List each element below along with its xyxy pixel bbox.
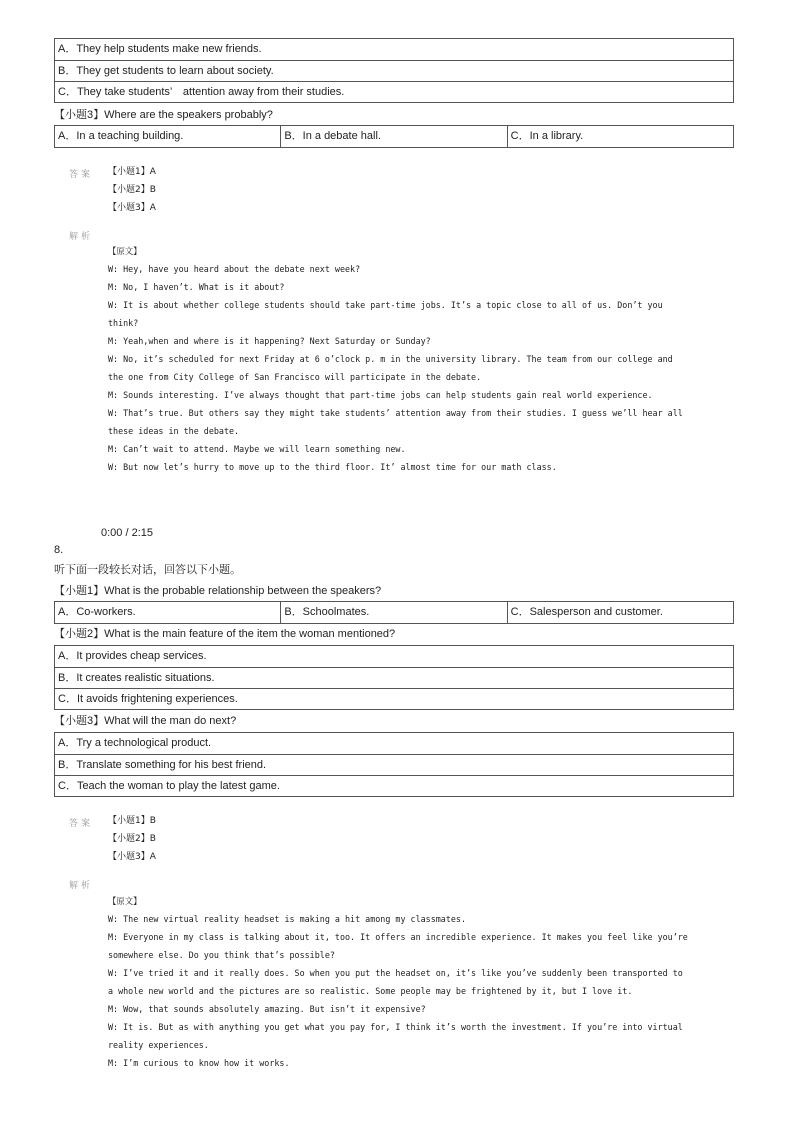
option-a: A．Try a technological product. xyxy=(58,737,212,749)
answer-1: 【小题1】B xyxy=(108,816,156,826)
question-1: 【小题1】What is the probable relationship between the speakers? xyxy=(54,585,382,597)
transcript-line: W: The new virtual reality headset is making a hit among my classmates. xyxy=(108,914,466,924)
analysis-label: 解析 xyxy=(69,880,94,890)
options-table-q3 xyxy=(54,732,734,797)
transcript-line: these ideas in the debate. xyxy=(108,426,240,436)
option-b: B．Schoolmates. xyxy=(280,602,506,623)
transcript-line: M: No, I haven’t. What is it about? xyxy=(108,282,285,292)
transcript xyxy=(108,892,733,1072)
answer-list xyxy=(108,163,156,217)
answer-3: 【小题3】A xyxy=(108,852,156,862)
option-c: C．Teach the woman to play the latest game. xyxy=(55,775,733,796)
question-3: 【小题3】What will the man do next? xyxy=(54,715,237,727)
transcript-line: W: I’ve tried it and it really does. So when you put the headset on, it’s like you’ve suddenly been transported to xyxy=(108,968,683,978)
analysis-label: 解析 xyxy=(69,231,94,241)
options-table-q2 xyxy=(54,38,734,103)
transcript-heading: 【原文】 xyxy=(108,246,142,256)
option-c: C．In a library. xyxy=(507,126,733,147)
transcript xyxy=(108,242,733,476)
transcript-line: W: Hey, have you heard about the debate next week? xyxy=(108,264,361,274)
question-3: 【小题3】Where are the speakers probably? xyxy=(54,109,273,121)
option-c: C．It avoids frightening experiences. xyxy=(55,688,733,709)
option-c: C．They take students’ attention away from their studies. xyxy=(55,81,733,102)
transcript-heading: 【原文】 xyxy=(108,896,142,906)
answer-1: 【小题1】A xyxy=(108,167,156,177)
option-a: A．They help students make new friends. xyxy=(58,43,262,55)
transcript-line: a whole new world and the pictures are so realistic. Some people may be frightened by it, but I love it. xyxy=(108,986,633,996)
transcript-line: M: Sounds interesting. I’ve always thought that part-time jobs can help students gain real world experience. xyxy=(108,390,653,400)
answer-label: 答案 xyxy=(69,818,94,828)
question-number: 8. xyxy=(54,544,64,556)
transcript-line: W: But now let’s hurry to move up to the third floor. It’ almost time for our math class. xyxy=(108,462,557,472)
answer-2: 【小题2】B xyxy=(108,834,156,844)
transcript-line: the one from City College of San Francisco will participate in the debate. xyxy=(108,372,482,382)
option-b: B．Translate something for his best friend. xyxy=(55,754,733,775)
transcript-line: M: Yeah,when and where is it happening? Next Saturday or Sunday? xyxy=(108,336,431,346)
transcript-line: reality experiences. xyxy=(108,1040,209,1050)
transcript-line: W: That’s true. But others say they might take students’ attention away from their studies. I guess we’ll hear all xyxy=(108,408,683,418)
answer-label: 答案 xyxy=(69,169,94,179)
audio-time[interactable]: 0:00 / 2:15 xyxy=(101,527,153,539)
transcript-line: somewhere else. Do you think that’s possible? xyxy=(108,950,335,960)
question-2: 【小题2】What is the main feature of the item the woman mentioned? xyxy=(54,628,396,640)
option-c: C．Salesperson and customer. xyxy=(507,602,733,623)
option-b: B．It creates realistic situations. xyxy=(55,667,733,688)
transcript-line: M: Everyone in my class is talking about it, too. It offers an incredible experience. It makes you feel like you’re xyxy=(108,932,688,942)
options-table-q1 xyxy=(54,601,734,624)
transcript-line: M: Can’t wait to attend. Maybe we will learn something new. xyxy=(108,444,406,454)
answer-list xyxy=(108,812,156,866)
instruction: 听下面一段较长对话，回答以下小题。 xyxy=(54,564,241,576)
transcript-line: M: Wow, that sounds absolutely amazing. But isn’t it expensive? xyxy=(108,1004,426,1014)
option-b: B．They get students to learn about society. xyxy=(55,60,733,81)
transcript-line: W: It is. But as with anything you get what you pay for, I think it’s worth the investment. If you’re into virtual xyxy=(108,1022,683,1032)
option-a: A．Co-workers. xyxy=(58,606,136,618)
transcript-line: think? xyxy=(108,318,139,328)
options-table-q3 xyxy=(54,125,734,148)
transcript-line: W: It is about whether college students should take part-time jobs. It’s a topic close to all of us. Don’t you xyxy=(108,300,663,310)
options-table-q2 xyxy=(54,645,734,710)
answer-2: 【小题2】B xyxy=(108,185,156,195)
option-b: B．In a debate hall. xyxy=(280,126,506,147)
transcript-line: M: I’m curious to know how it works. xyxy=(108,1058,290,1068)
option-a: A．It provides cheap services. xyxy=(58,650,207,662)
transcript-line: W: No, it’s scheduled for next Friday at 6 o’clock p. m in the university library. The team from our college and xyxy=(108,354,673,364)
option-a: A．In a teaching building. xyxy=(58,130,184,142)
answer-3: 【小题3】A xyxy=(108,203,156,213)
